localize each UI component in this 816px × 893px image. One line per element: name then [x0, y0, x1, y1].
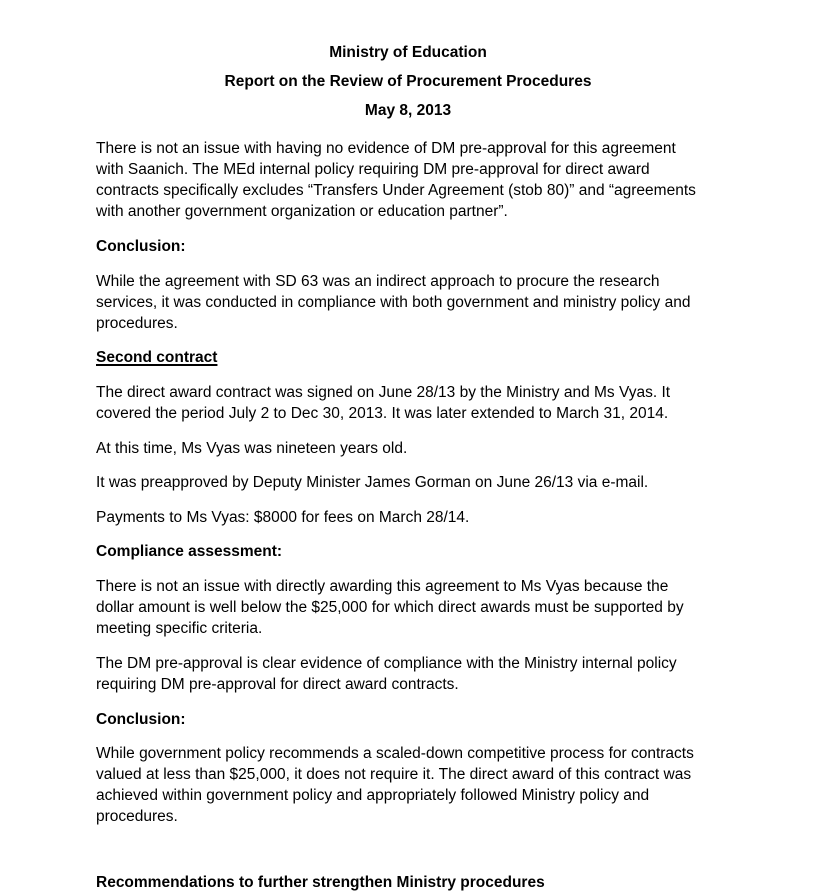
second-contract-heading — [96, 347, 736, 368]
paragraph-line: Payments to Ms Vyas: $8000 for fees on March 28/14. — [96, 509, 470, 526]
compliance-paragraph-2 — [96, 653, 736, 695]
paragraph-line: dollar amount is well below the $25,000 for which direct awards must be supported by — [96, 599, 684, 616]
second-contract-heading-text: Second contract — [96, 349, 218, 366]
payments-paragraph — [96, 507, 736, 528]
paragraph-line: At this time, Ms Vyas was nineteen years old. — [96, 440, 408, 457]
paragraph-line: meeting specific criteria. — [96, 620, 263, 637]
preapproval-paragraph — [96, 472, 736, 493]
conclusion-paragraph-2 — [96, 743, 736, 827]
paragraph-line: It was preapproved by Deputy Minister James Gorman on June 26/13 via e-mail. — [96, 474, 649, 491]
paragraph-line: procedures. — [96, 315, 178, 332]
paragraph-line: The direct award contract was signed on June 28/13 by the Ministry and Ms Vyas. It — [96, 384, 671, 401]
paragraph-line: achieved within government policy and appropriately followed Ministry policy and — [96, 787, 650, 804]
compliance-assessment-heading: Compliance assessment: — [96, 543, 283, 560]
compliance-paragraph-1 — [96, 576, 736, 639]
paragraph-line: There is not an issue with having no evidence of DM pre-approval for this agreement — [96, 140, 676, 157]
paragraph-line: procedures. — [96, 808, 178, 825]
paragraph-line: While government policy recommends a scaled-down competitive process for contracts — [96, 745, 694, 762]
paragraph-line: requiring DM pre-approval for direct award contracts. — [96, 676, 459, 693]
recommendations-heading: Recommendations to further strengthen Ministry procedures — [96, 874, 545, 891]
paragraph-line: services, it was conducted in compliance with both government and ministry policy and — [96, 294, 691, 311]
conclusion-paragraph — [96, 271, 736, 334]
paragraph-line: covered the period July 2 to Dec 30, 2013. It was later extended to March 31, 2014. — [96, 405, 669, 422]
contract-details-paragraph — [96, 382, 736, 424]
paragraph-line: with Saanich. The MEd internal policy requiring DM pre-approval for direct award — [96, 161, 650, 178]
paragraph-line: While the agreement with SD 63 was an indirect approach to procure the research — [96, 273, 660, 290]
paragraph-line: contracts specifically excludes “Transfers Under Agreement (stob 80)” and “agreements — [96, 182, 696, 199]
organization-title: Ministry of Education — [329, 44, 487, 61]
paragraph-line: valued at less than $25,000, it does not require it. The direct award of this contract was — [96, 766, 692, 783]
report-title: Report on the Review of Procurement Procedures — [224, 73, 592, 90]
report-date: May 8, 2013 — [364, 102, 452, 119]
intro-paragraph — [96, 138, 736, 222]
conclusion-heading-2: Conclusion: — [96, 711, 186, 728]
paragraph-line: There is not an issue with directly awarding this agreement to Ms Vyas because the — [96, 578, 669, 595]
paragraph-line: with another government organization or education partner”. — [96, 203, 508, 220]
age-paragraph — [96, 438, 736, 459]
conclusion-heading: Conclusion: — [96, 238, 186, 255]
paragraph-line: The DM pre-approval is clear evidence of compliance with the Ministry internal policy — [96, 655, 677, 672]
